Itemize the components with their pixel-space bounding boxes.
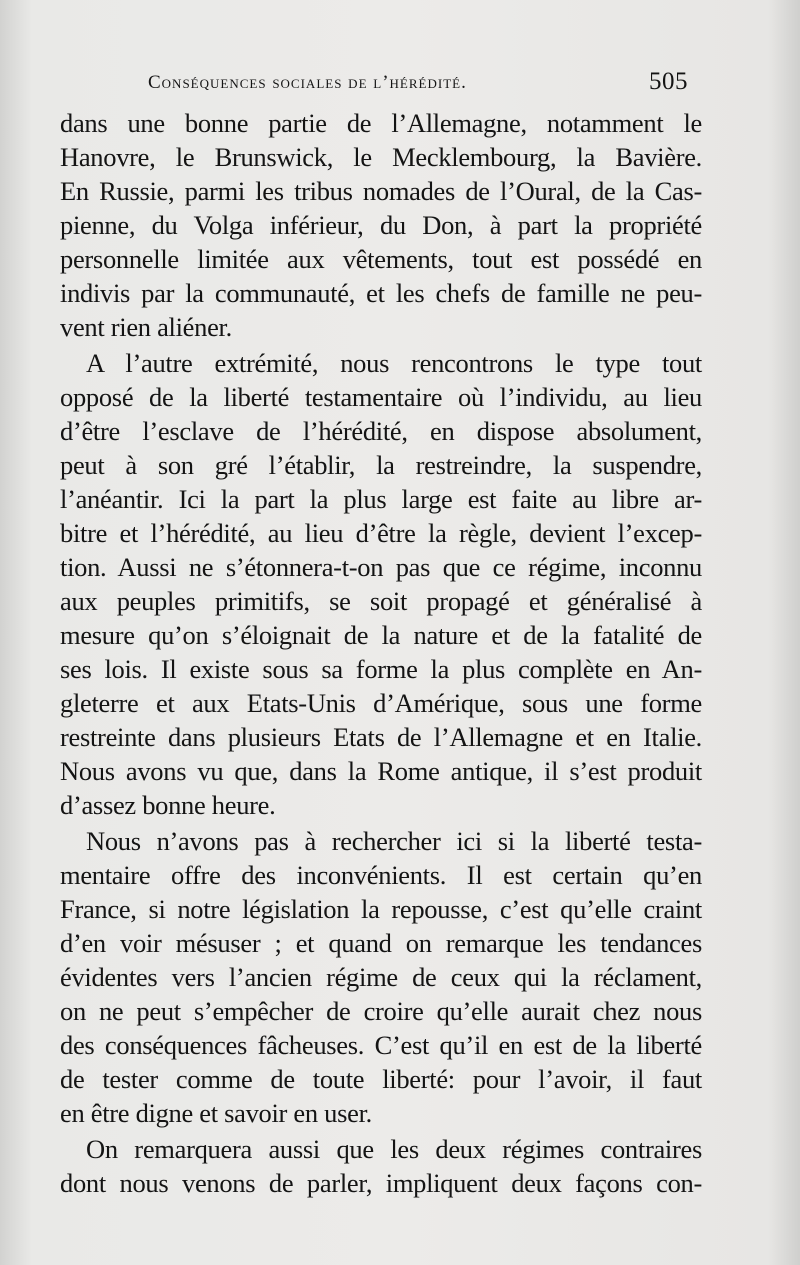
text-line: dont nous venons de parler, impliquent deux façons con- <box>60 1168 702 1198</box>
text-line: on ne peut s’empêcher de croire qu’elle aurait chez nous <box>60 996 702 1026</box>
text-line: aux peuples primitifs, se soit propagé et généralisé à <box>60 586 702 616</box>
text-line: peut à son gré l’établir, la restreindre, la suspendre, <box>60 450 702 480</box>
text-line: dans une bonne partie de l’Allemagne, notamment le <box>60 108 702 138</box>
text-line: Hanovre, le Brunswick, le Mecklembourg, la Bavière. <box>60 142 702 172</box>
text-line: ses lois. Il existe sous sa forme la plus complète en An- <box>60 654 702 684</box>
text-line: restreinte dans plusieurs Etats de l’Allemagne et en Italie. <box>60 722 702 752</box>
running-head-title: Conséquences sociales de l’hérédité. <box>148 72 467 93</box>
text-line: d’être l’esclave de l’hérédité, en dispose absolument, <box>60 416 702 446</box>
text-line: pienne, du Volga inférieur, du Don, à part la propriété <box>60 210 702 240</box>
text-line: de tester comme de toute liberté: pour l’avoir, il faut <box>60 1064 702 1094</box>
text-line: France, si notre législation la repousse, c’est qu’elle craint <box>60 894 702 924</box>
text-line: A l’autre extrémité, nous rencontrons le type tout <box>86 348 702 378</box>
text-line: d’en voir mésuser ; et quand on remarque les tendances <box>60 928 702 958</box>
paragraph <box>60 1132 702 1200</box>
body-text <box>60 106 702 1200</box>
text-line: mesure qu’on s’éloignait de la nature et de la fatalité de <box>60 620 702 650</box>
text-line: personnelle limitée aux vêtements, tout est possédé en <box>60 244 702 274</box>
text-line: opposé de la liberté testamentaire où l’individu, au lieu <box>60 382 702 412</box>
text-line: d’assez bonne heure. <box>60 790 276 820</box>
text-line: gleterre et aux Etats-Unis d’Amérique, sous une forme <box>60 688 702 718</box>
page-number: 505 <box>649 68 688 95</box>
text-line: indivis par la communauté, et les chefs de famille ne peu- <box>60 278 702 308</box>
text-line: On remarquera aussi que les deux régimes contraires <box>86 1134 702 1164</box>
text-line: l’anéantir. Ici la part la plus large est faite au libre ar- <box>60 484 702 514</box>
text-line: bitre et l’hérédité, au lieu d’être la règle, devient l’excep- <box>60 518 702 548</box>
text-line: mentaire offre des inconvénients. Il est certain qu’en <box>60 860 702 890</box>
text-line: en être digne et savoir en user. <box>60 1098 372 1128</box>
paragraph <box>60 824 702 1130</box>
text-line: des conséquences fâcheuses. C’est qu’il en est de la liberté <box>60 1030 702 1060</box>
text-line: Nous avons vu que, dans la Rome antique, il s’est produit <box>60 756 702 786</box>
text-line: évidentes vers l’ancien régime de ceux qui la réclament, <box>60 962 702 992</box>
paragraph <box>60 106 702 344</box>
text-line: tion. Aussi ne s’étonnera-t-on pas que ce régime, inconnu <box>60 552 702 582</box>
running-head <box>148 68 688 98</box>
text-line: En Russie, parmi les tribus nomades de l’Oural, de la Cas- <box>60 176 702 206</box>
paragraph <box>60 346 702 822</box>
text-line: Nous n’avons pas à rechercher ici si la liberté testa- <box>86 826 702 856</box>
text-line: vent rien aliéner. <box>60 312 232 342</box>
